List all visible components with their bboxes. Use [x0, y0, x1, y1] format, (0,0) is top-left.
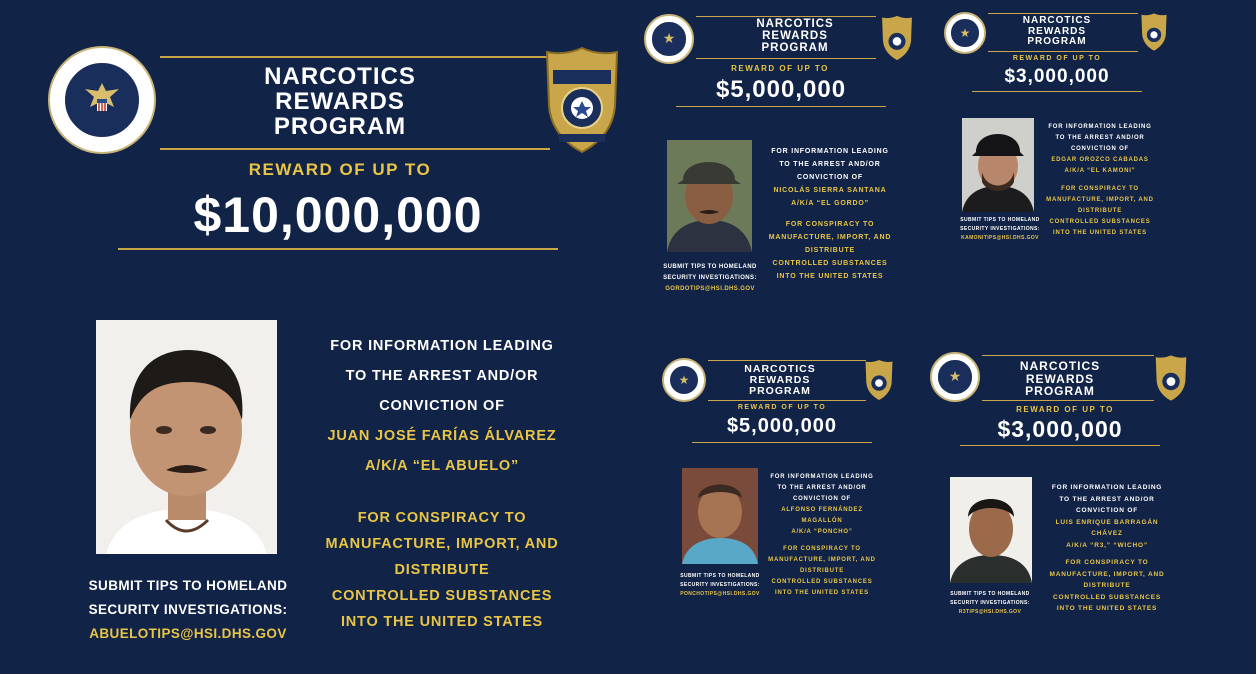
- poster-info-block: FOR INFORMATION LEADING TO THE ARREST AND/OR CONVICTION OF NICOLÁS SIERRA SANTANA A/K/A “EL GORDO” FOR CONSPIRACY TO MANUFACTURE, IMPORT, AND DISTRIBUTE CONTROLLED SUBSTANCES INTO THE UNITED STATES: [768, 148, 892, 280]
- main-reward-amount: $10,000,000: [193, 187, 483, 243]
- hsi-badge-icon: [543, 46, 621, 154]
- main-tips-email: ABUELOTIPS@HSI.DHS.GOV: [89, 626, 287, 641]
- hsi-badge-icon: [880, 15, 914, 61]
- main-program-title: NARCOTICS REWARDS PROGRAM: [264, 63, 416, 141]
- suspect-photo: [950, 477, 1032, 583]
- main-suspect-alias: A/K/A “EL ABUELO”: [364, 458, 520, 474]
- poster-reward-amount: $3,000,000: [997, 416, 1123, 442]
- main-info-block: FOR INFORMATION LEADING TO THE ARREST AND/OR CONVICTION OF JUAN JOSÉ FARÍAS ÁLVAREZ A/K/A “EL ABUELO”: [296, 331, 588, 481]
- poster-tips-block: SUBMIT TIPS TO HOMELAND SECURITY INVESTIGATIONS: GORDOTIPS@HSI.DHS.GOV: [650, 262, 770, 295]
- poster-reward-amount: $5,000,000: [726, 415, 838, 437]
- poster-tips-email: PONCHOTIPS@HSI.DHS.GOV: [680, 591, 760, 597]
- suspect-photo: [682, 468, 758, 564]
- poster-tips-email: GORDOTIPS@HSI.DHS.GOV: [665, 286, 755, 292]
- state-department-seal-icon: ★: [944, 12, 986, 54]
- suspect-photo: [667, 140, 752, 252]
- main-suspect-name: JUAN JOSÉ FARÍAS ÁLVAREZ: [327, 428, 557, 444]
- main-charge-block: FOR CONSPIRACY TO MANUFACTURE, IMPORT, AND DISTRIBUTE CONTROLLED SUBSTANCES INTO THE UNITED STATES: [325, 510, 559, 630]
- state-department-seal-icon: ★: [662, 358, 706, 402]
- state-department-seal-icon: ★: [930, 352, 980, 402]
- poster-reward-amount: $5,000,000: [715, 76, 847, 103]
- main-reward-label: REWARD OF UP TO: [248, 160, 432, 179]
- poster-info-block: FOR INFORMATION LEADING TO THE ARREST AND/OR CONVICTION OF LUIS ENRIQUE BARRAGÁN CHÁVEZ A/K/A “R3,” “WICHO” FOR CONSPIRACY TO MANUFACTURE, IMPORT, AND DISTRIBUTE CONTROLLED SUBSTANCES INTO THE UNITED STATES: [1049, 484, 1165, 612]
- poster-tips-block: SUBMIT TIPS TO HOMELAND SECURITY INVESTIGATIONS: R3TIPS@HSI.DHS.GOV: [940, 590, 1040, 617]
- poster-reward-label: REWARD OF UP TO: [731, 64, 829, 73]
- poster-tips-email: KAMONITIPS@HSI.DHS.GOV: [961, 235, 1039, 241]
- poster-title: NARCOTICS REWARDS PROGRAM: [756, 18, 834, 55]
- poster-title: NARCOTICS REWARDS PROGRAM: [1022, 15, 1092, 47]
- poster-reward-amount: $3,000,000: [1004, 66, 1110, 87]
- poster-reward-label: REWARD OF UP TO: [1016, 405, 1114, 414]
- hsi-badge-icon: [1140, 12, 1168, 52]
- hsi-badge-icon: [1154, 354, 1188, 402]
- hsi-badge-icon: [864, 358, 894, 402]
- poster-title: NARCOTICS REWARDS PROGRAM: [744, 363, 816, 398]
- main-tips-block: SUBMIT TIPS TO HOMELAND SECURITY INVESTIGATIONS: ABUELOTIPS@HSI.DHS.GOV: [72, 574, 304, 646]
- poster-tips-block: SUBMIT TIPS TO HOMELAND SECURITY INVESTIGATIONS: PONCHOTIPS@HSI.DHS.GOV: [670, 572, 770, 599]
- poster-reward-label: REWARD OF UP TO: [737, 404, 827, 411]
- state-department-seal-icon: [48, 46, 156, 154]
- poster-title: NARCOTICS REWARDS PROGRAM: [1019, 359, 1101, 399]
- poster-tips-block: SUBMIT TIPS TO HOMELAND SECURITY INVESTIGATIONS: KAMONITIPS@HSI.DHS.GOV: [950, 216, 1050, 243]
- poster-info-block: FOR INFORMATION LEADING TO THE ARREST AND/OR CONVICTION OF ALFONSO FERNÁNDEZ MAGALLÓN A/K/A “PONCHO” FOR CONSPIRACY TO MANUFACTURE, IMPORT, AND DISTRIBUTE CONTROLLED SUBSTANCES INTO THE UNITED STATES: [768, 474, 876, 596]
- poster-reward-label: REWARD OF UP TO: [1012, 55, 1102, 62]
- eagle-icon: [79, 77, 125, 123]
- state-department-seal-icon: ★: [644, 14, 694, 64]
- suspect-photo-main: [96, 320, 277, 554]
- suspect-photo: [962, 118, 1034, 212]
- poster-info-block: FOR INFORMATION LEADING TO THE ARREST AND/OR CONVICTION OF EDGAR OROZCO CABADAS A/K/A “EL KAMONI” FOR CONSPIRACY TO MANUFACTURE, IMPORT, AND DISTRIBUTE CONTROLLED SUBSTANCES INTO THE UNITED STATES: [1046, 124, 1154, 236]
- poster-tips-email: R3TIPS@HSI.DHS.GOV: [958, 609, 1022, 615]
